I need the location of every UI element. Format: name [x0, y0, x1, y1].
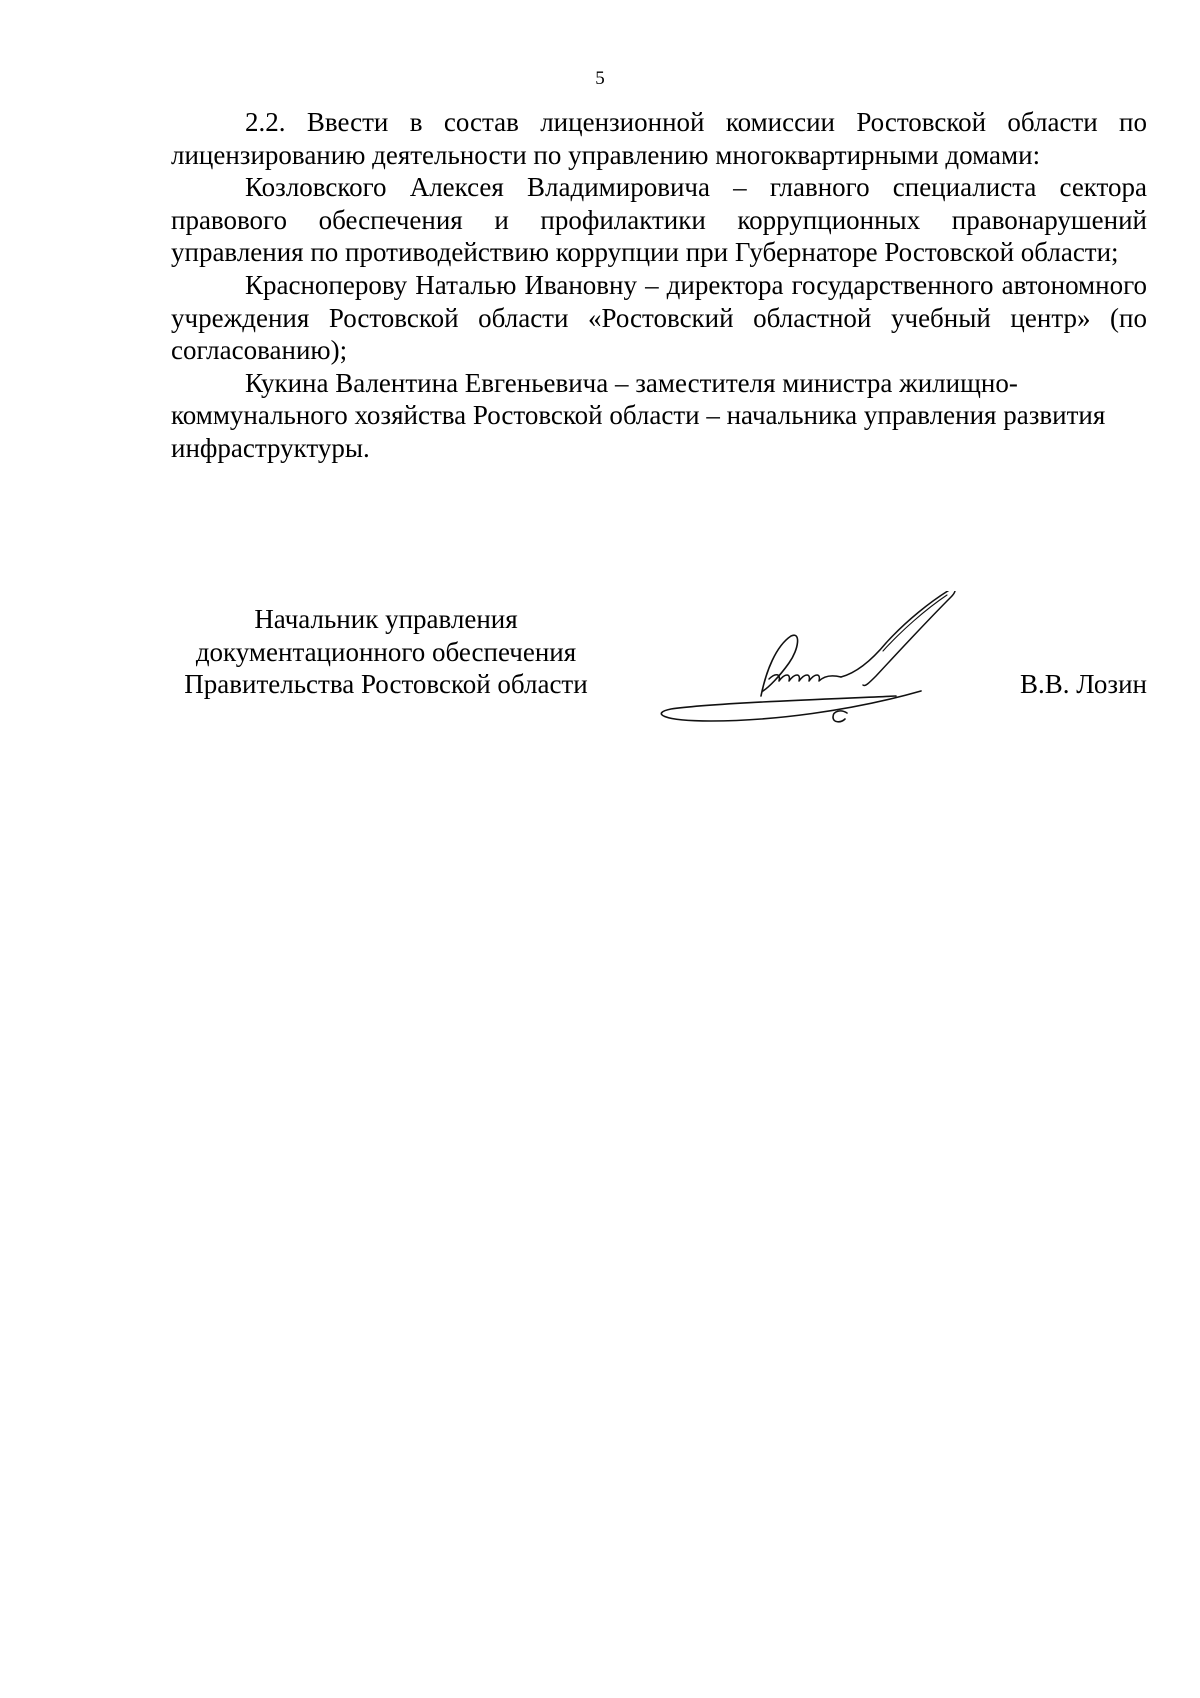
signer-position	[171, 603, 601, 701]
signer-name: В.В. Лозин	[1020, 669, 1147, 699]
signer-position-line-3: Правительства Ростовской области	[184, 669, 588, 700]
signer-position-line-1: Начальник управления	[254, 604, 518, 634]
document-body	[171, 106, 1147, 465]
page-number: 5	[595, 68, 605, 89]
signature-block	[171, 603, 1147, 743]
paragraph-member-krasnoperova: Красноперову Наталью Ивановну – директора государственного автономного учреждения Ростовской области «Ростовский областной учебный центр» (по согласованию);	[171, 269, 1147, 366]
paragraph-clause-2-2: 2.2. Ввести в состав лицензионной комиссии Ростовской области по лицензированию деятельности по управлению многоквартирными домами:	[171, 107, 1147, 170]
signer-position-line-2: документационного обеспечения	[195, 636, 577, 667]
paragraph-member-kukin: Кукина Валентина Евгеньевича – заместителя министра жилищно-коммунального хозяйства Ростовской области – начальника управления развития инфраструктуры.	[171, 367, 1106, 463]
paragraph-member-kozlovsky: Козловского Алексея Владимировича – главного специалиста сектора правового обеспечения и профилактики коррупционных правонарушений управления по противодействию коррупции при Губернаторе Ростовской области;	[171, 172, 1147, 268]
handwritten-signature	[651, 591, 1001, 741]
